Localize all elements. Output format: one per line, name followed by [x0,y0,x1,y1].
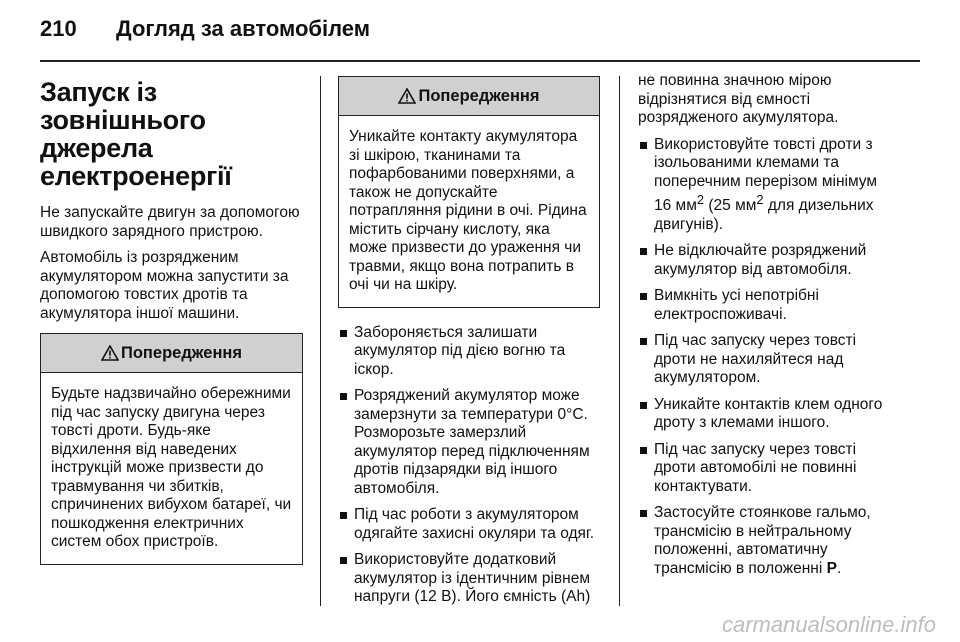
bullet-square-icon [340,557,347,564]
column-divider-1 [320,76,321,606]
intro-paragraph-1: Не запускайте двигун за допомогою швидкого зарядного пристрою. [40,204,300,240]
list-item: Вимкніть усі непотрібні електроспоживачі. [638,287,890,324]
warning-box-2-header [339,77,599,116]
list-item: Використовуйте товсті дроти з ізольованими клемами та поперечним перерізом мінімум 16 $мм^2$ (25 $мм^2$ для дизельних двигунів). [638,136,890,235]
bullet-square-icon [640,402,647,409]
bullet-square-icon [640,338,647,345]
list-item: Застосуйте стоянкове гальмо, трансмісію в нейтральному положенні, автоматичну трансмісію в положенні P. [638,504,890,578]
list-item: Не відключайте розряджений акумулятор від автомобіля. [638,242,890,279]
bullet-square-icon [640,293,647,300]
col3-bullet-list [638,136,890,579]
warning-box-2-title: Попередження [418,86,540,105]
bullet-square-icon [340,393,347,400]
warning-box-1-title: Попередження [120,343,243,362]
section-title [40,78,303,190]
column-divider-2 [619,76,620,606]
section-title-line-1: Запуск із зовнішнього [40,77,206,135]
warning-box-2-text: Уникайте контакту акумулятора зі шкірою, тканинами та пофарбованими поверхнями, а також не допускайте потрапляння рідини в очі. Рідина містить сірчану кислоту, яка може призвести до ураження чи травми, якщо вона потрапить в очі чи на шкіру. [349,128,587,293]
column-2 [338,72,600,615]
bullet-square-icon [640,248,647,255]
warning-box-1-text: Будьте надзвичайно обережними під час запуску двигуна через товсті дроти. Будь-яке відхилення від наведених інструкцій може призвести до травмування чи збитків, спричинених вибухом батареї, чи пошкодження електричних систем обох пристроїв. [51,385,292,550]
header-rule [40,60,920,62]
page-number: 210 [40,16,77,41]
list-item: Під час запуску через товсті дроти автомобілі не повинні контактувати. [638,441,890,497]
list-item: Розряджений акумулятор може замерзнути за температури 0°C. Розморозьте замерзлий акумулятор перед підключенням дротів підзарядки від іншого автомобіля. [338,387,600,498]
warning-box-1 [40,333,303,565]
bullet-square-icon [340,512,347,519]
bullet-square-icon [340,330,347,337]
warning-box-1-header [41,334,302,373]
section-title-line-3: електроенергії [40,161,232,191]
bullet-square-icon [640,142,647,149]
page-header [40,8,920,52]
continuation-text: не повинна значною мірою відрізнятися від ємності розрядженого акумулятора. [638,72,839,126]
section-title-line-2: джерела [40,133,153,163]
list-item: Під час запуску через товсті дроти не нахиляйтеся над акумулятором. [638,332,890,388]
bullet-square-icon [640,510,647,517]
column-1 [40,72,303,565]
watermark: carmanualsonline.info [721,612,936,637]
intro-paragraph-2: Автомобіль із розрядженим акумулятором можна запустити за допомогою товстих дротів та акумулятора іншої машини. [40,249,289,322]
warning-triangle-icon [398,88,416,104]
list-item: Уникайте контактів клем одного дроту з клемами іншого. [638,396,890,433]
list-item: Під час роботи з акумулятором одягайте захисні окуляри та одяг. [338,506,600,543]
list-item: Використовуйте додатковий акумулятор із ідентичним рівнем напруги (12 В). Його ємність (Ah) [338,551,600,607]
page-header-title: Догляд за автомобілем [116,16,371,41]
warning-box-2 [338,76,600,308]
col2-bullet-list [338,324,600,607]
bullet-square-icon [640,447,647,454]
column-3 [638,72,890,586]
list-item: Забороняється залишати акумулятор під дією вогню та іскор. [338,324,600,380]
warning-triangle-icon [101,345,119,361]
